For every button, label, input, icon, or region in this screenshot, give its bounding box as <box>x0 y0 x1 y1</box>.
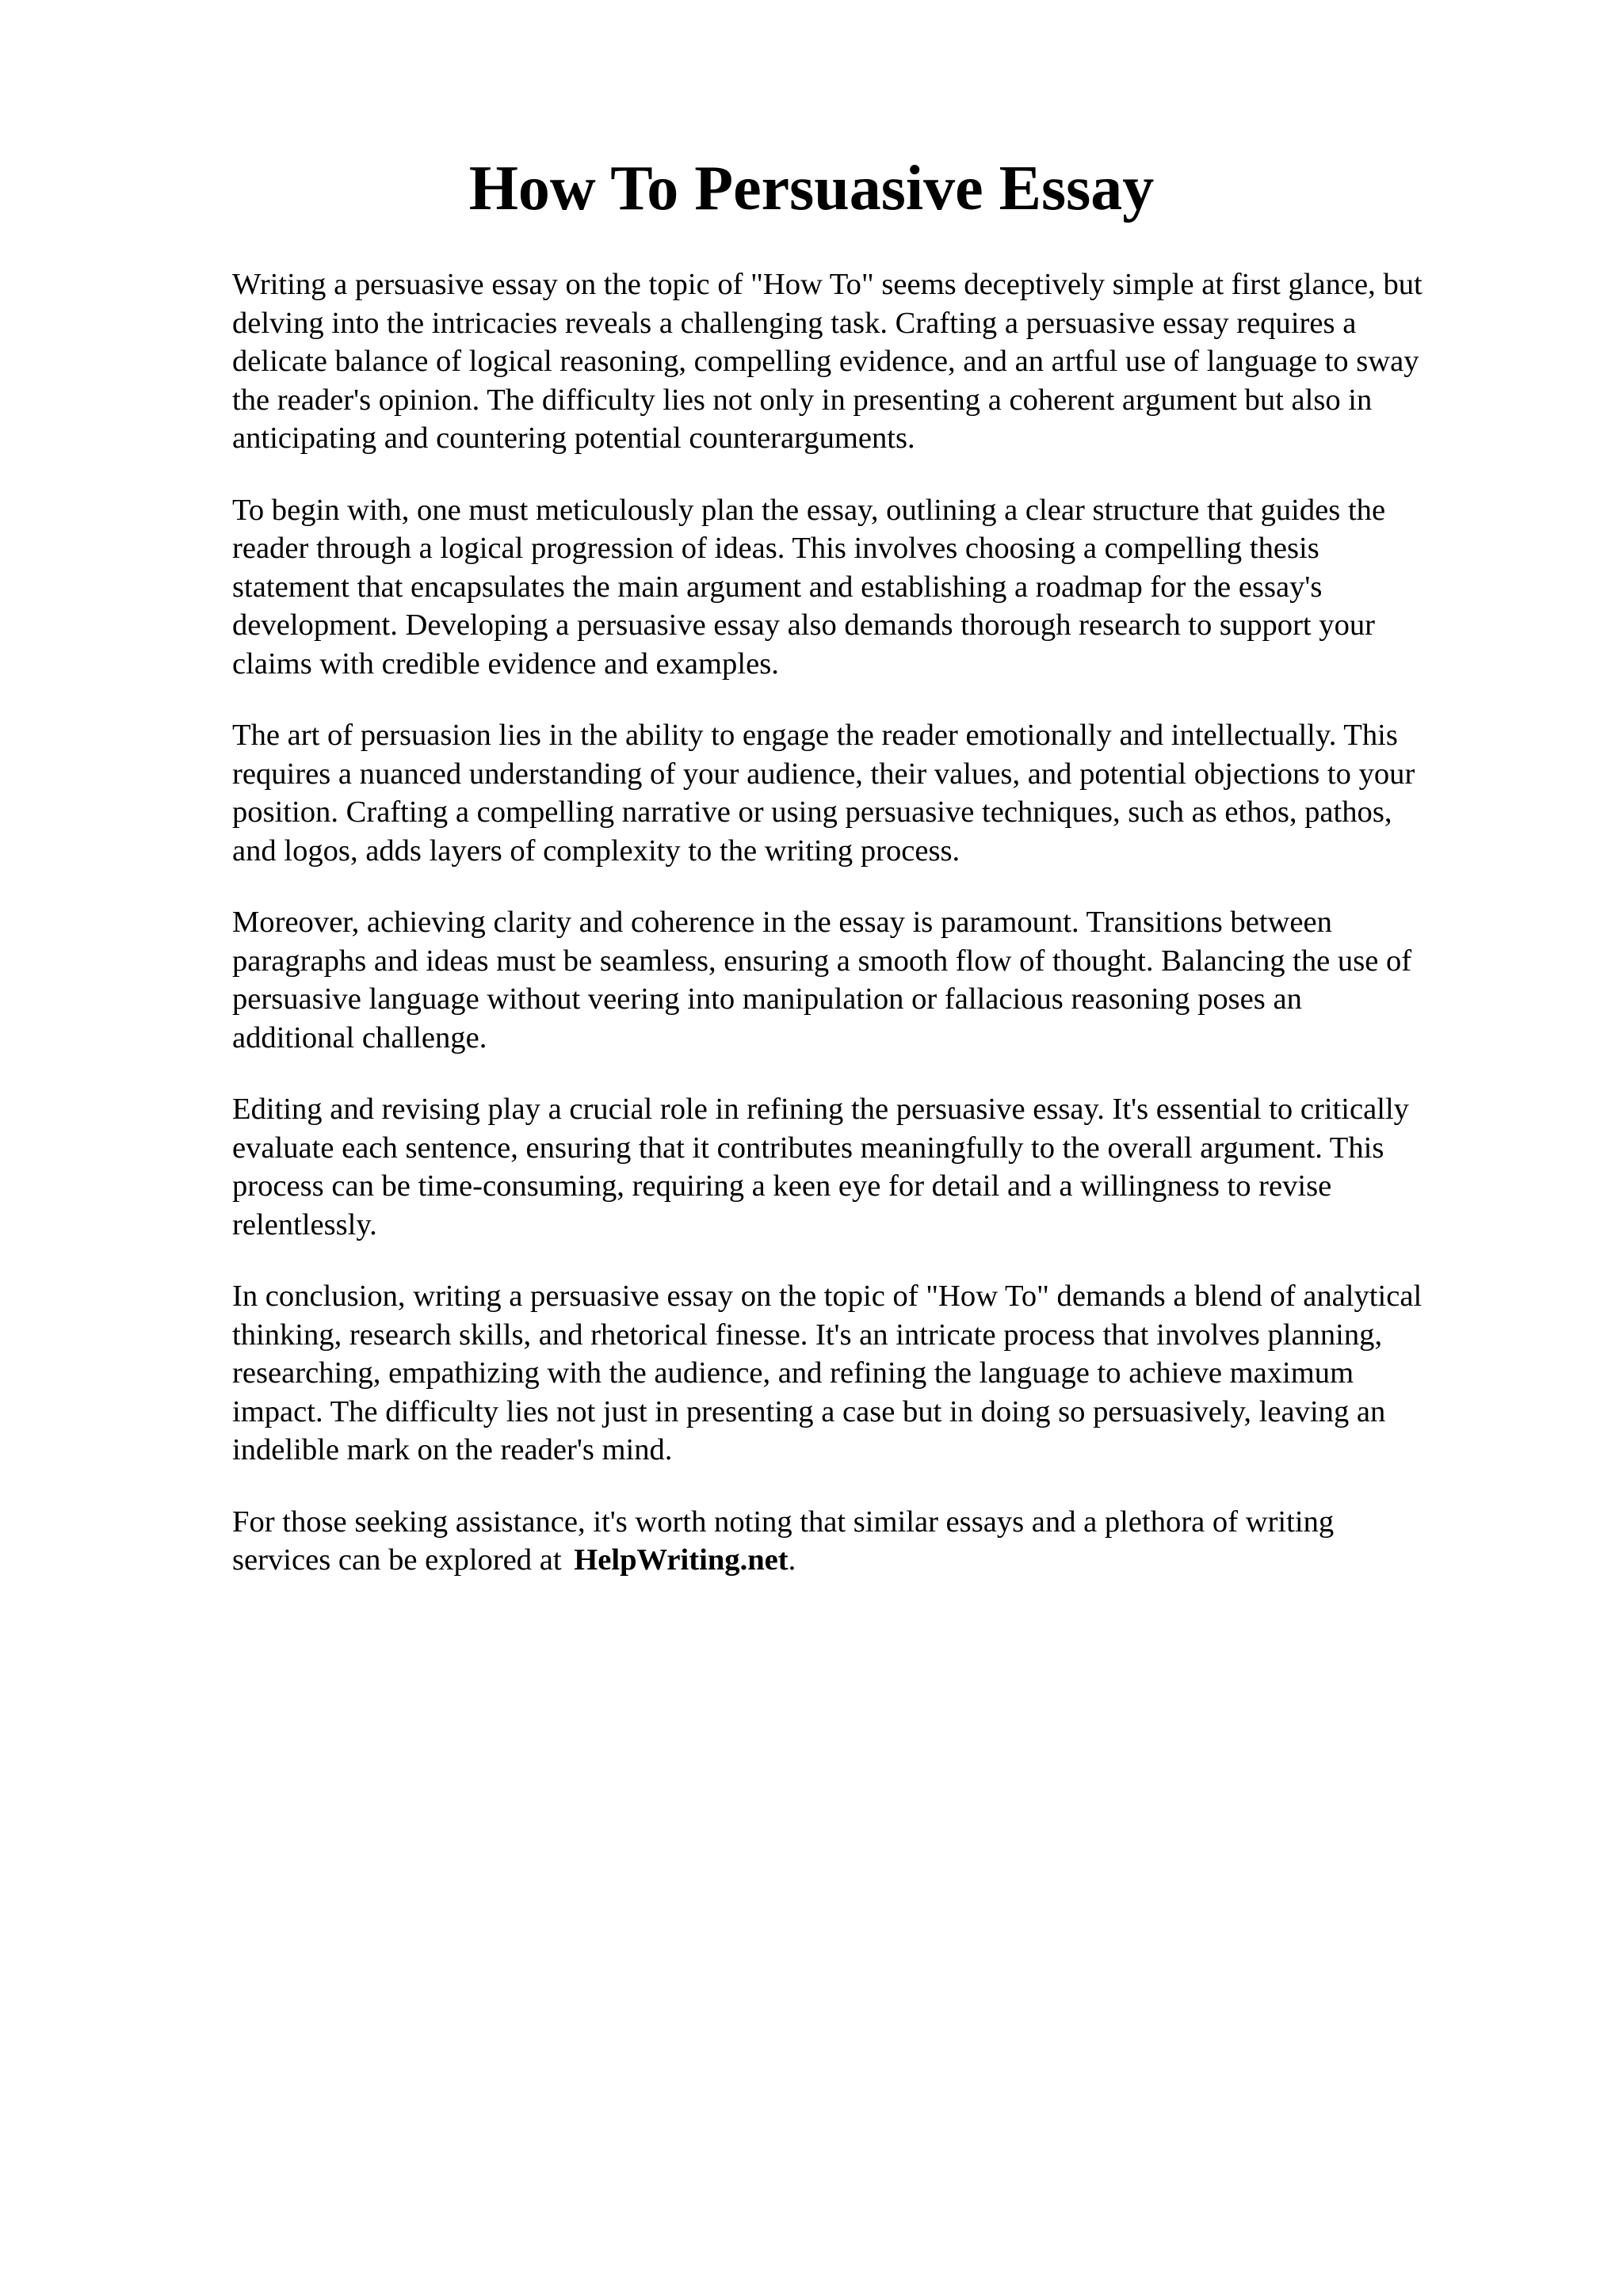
text-line: reader through a logical progression of ideas. This involves choosing a compelling thesis <box>232 532 1319 565</box>
closing-suffix: . <box>788 1543 796 1577</box>
text-line: The art of persuasion lies in the ability to engage the reader emotionally and intellectually. This <box>232 719 1398 752</box>
essay-body <box>232 265 1532 1613</box>
text-line: In conclusion, writing a persuasive essay on the topic of "How To" demands a blend of analytical <box>232 1280 1423 1313</box>
paragraph-6 <box>232 1277 1532 1470</box>
text-line: To begin with, one must meticulously plan the essay, outlining a clear structure that guides the <box>232 493 1386 527</box>
helpwriting-link[interactable]: HelpWriting.net <box>574 1543 789 1577</box>
text-line: claims with credible evidence and examples. <box>232 646 779 681</box>
text-line: impact. The difficulty lies not just in presenting a case but in doing so persuasively, leaving an <box>232 1394 1386 1428</box>
paragraph-2 <box>232 491 1532 684</box>
text-line: delicate balance of logical reasoning, compelling evidence, and an artful use of language to sway <box>232 345 1419 378</box>
paragraph-5 <box>232 1090 1532 1244</box>
text-line: evaluate each sentence, ensuring that it contributes meaningfully to the overall argument. This <box>232 1131 1384 1165</box>
paragraph-4 <box>232 903 1532 1057</box>
paragraph-1 <box>232 265 1532 458</box>
text-line: researching, empathizing with the audience, and refining the language to achieve maximum <box>232 1356 1354 1390</box>
page-title: How To Persuasive Essay <box>468 154 1155 223</box>
text-line: requires a nuanced understanding of your audience, their values, and potential objections to your <box>232 757 1415 791</box>
text-line: process can be time-consuming, requiring a keen eye for detail and a willingness to revise <box>232 1169 1332 1203</box>
paragraph-3 <box>232 716 1532 870</box>
text-line: Writing a persuasive essay on the topic of "How To" seems deceptively simple at first glance, but <box>232 268 1423 301</box>
text-line: delving into the intricacies reveals a challenging task. Crafting a persuasive essay requires a <box>232 306 1357 340</box>
text-line: relentlessly. <box>232 1207 377 1241</box>
text-line: persuasive language without veering into manipulation or fallacious reasoning poses an <box>232 982 1302 1016</box>
text-line: anticipating and countering potential counterarguments. <box>232 421 915 455</box>
text-line: indelible mark on the reader's mind. <box>232 1433 673 1466</box>
text-line: Editing and revising play a crucial role in refining the persuasive essay. It's essential to critically <box>232 1093 1409 1126</box>
text-line: Moreover, achieving clarity and coherence in the essay is paramount. Transitions between <box>232 906 1332 939</box>
text-line: development. Developing a persuasive essay also demands thorough research to support your <box>232 608 1376 642</box>
text-line: For those seeking assistance, it's worth noting that similar essays and a plethora of writing <box>232 1505 1335 1539</box>
text-line: additional challenge. <box>232 1020 487 1055</box>
closing-prefix: services can be explored at <box>232 1543 570 1577</box>
text-line: the reader's opinion. The difficulty lies not only in presenting a coherent argument but also in <box>232 383 1373 417</box>
text-line: and logos, adds layers of complexity to the writing process. <box>232 833 960 868</box>
text-line-with-link <box>232 1541 1532 1580</box>
text-line: thinking, research skills, and rhetorical finesse. It's an intricate process that involves planning, <box>232 1318 1383 1352</box>
text-line: statement that encapsulates the main argument and establishing a roadmap for the essay's <box>232 570 1323 604</box>
text-line: position. Crafting a compelling narrative or using persuasive techniques, such as ethos, pathos, <box>232 795 1392 829</box>
text-line: paragraphs and ideas must be seamless, ensuring a smooth flow of thought. Balancing the use of <box>232 944 1412 978</box>
closing-paragraph <box>232 1503 1532 1580</box>
